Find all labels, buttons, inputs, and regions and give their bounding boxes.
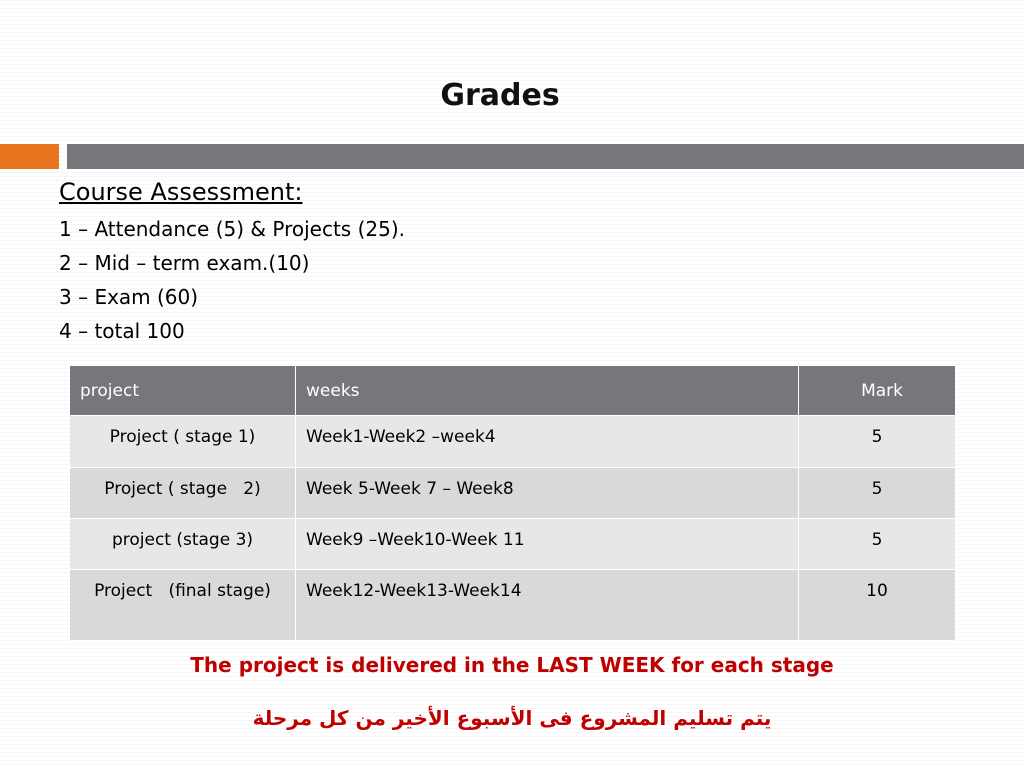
cell-project: Project ( stage 1) — [70, 416, 296, 468]
slide-title: Grades — [440, 78, 560, 113]
cell-weeks: Week1-Week2 –week4 — [296, 416, 799, 468]
delivery-note-arabic: يتم تسليم المشروع فى الأسبوع الأخير من كل مرحلة — [252, 706, 772, 730]
assessment-item: 1 – Attendance (5) & Projects (25). — [59, 217, 405, 241]
header-project: project — [70, 366, 296, 416]
cell-mark: 5 — [799, 519, 956, 570]
cell-weeks: Week12-Week13-Week14 — [296, 570, 799, 641]
cell-weeks: Week9 –Week10-Week 11 — [296, 519, 799, 570]
table-row — [70, 416, 956, 468]
assessment-item: 3 – Exam (60) — [59, 285, 199, 309]
table-row — [70, 468, 956, 519]
accent-bar-orange — [0, 144, 59, 169]
assessment-item: 2 – Mid – term exam.(10) — [59, 251, 310, 275]
cell-mark: 10 — [799, 570, 956, 641]
assessment-item: 4 – total 100 — [59, 319, 185, 343]
grades-table — [69, 365, 956, 641]
cell-project: project (stage 3) — [70, 519, 296, 570]
table-row — [70, 570, 956, 641]
assessment-heading: Course Assessment: — [59, 178, 303, 206]
cell-mark: 5 — [799, 416, 956, 468]
course-assessment — [59, 176, 659, 348]
cell-mark: 5 — [799, 468, 956, 519]
cell-project: Project ( stage 2) — [70, 468, 296, 519]
header-weeks: weeks — [296, 366, 799, 416]
accent-bar-gray — [67, 144, 1024, 169]
header-mark: Mark — [799, 366, 956, 416]
cell-weeks: Week 5-Week 7 – Week8 — [296, 468, 799, 519]
delivery-note-english: The project is delivered in the LAST WEEK for each stage — [190, 653, 834, 677]
cell-project: Project (final stage) — [70, 570, 296, 641]
table-header-row — [70, 366, 956, 416]
table-row — [70, 519, 956, 570]
